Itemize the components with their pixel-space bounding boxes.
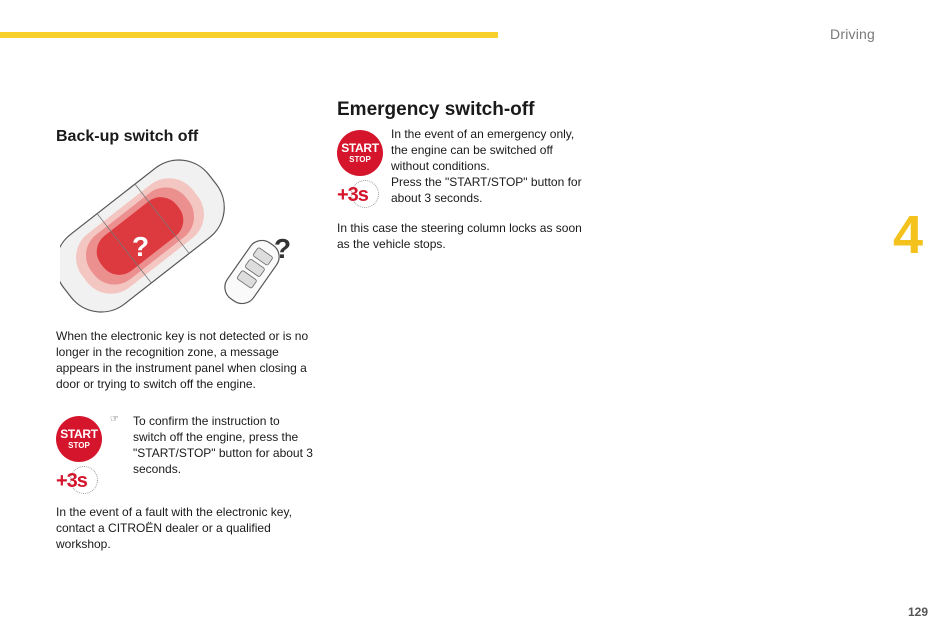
key-question-mark: ? [274, 233, 292, 264]
page-number: 129 [907, 605, 928, 619]
timer-3s-icon: +3s [337, 180, 381, 212]
emergency-heading: Emergency switch-off [337, 99, 535, 120]
backup-heading: Back-up switch off [56, 128, 199, 145]
car-question-mark: ? [132, 231, 150, 262]
backup-intro: When the electronic key is not detected or is no longer in the recognition zone, a message appears in the instrument panel when closing a door or trying to switch off the engine. [56, 329, 309, 391]
start-stop-button-icon: START STOP [337, 130, 383, 176]
timer-3s-icon: +3s [56, 466, 100, 498]
backup-fault-note: In the event of a fault with the electronic key, contact a CITROËN dealer or a qualified workshop. [56, 505, 292, 551]
start-stop-button-icon: START STOP [56, 416, 102, 462]
hand-pointer-icon: ☞ [110, 414, 119, 425]
emergency-paragraph-2: Press the "START/STOP" button for about 3 seconds. [391, 175, 582, 205]
emergency-paragraph-3: In this case the steering column locks as soon as the vehicle stops. [337, 221, 582, 251]
section-color-bar [0, 32, 498, 38]
car-key-illustration [60, 158, 310, 318]
backup-instruction: To confirm the instruction to switch off the engine, press the "START/STOP" button for about 3 seconds. [133, 414, 313, 476]
section-label: Driving [830, 26, 875, 42]
emergency-paragraph-1: In the event of an emergency only, the engine can be switched off without conditions. [391, 127, 575, 173]
chapter-number: 4 [893, 205, 924, 265]
